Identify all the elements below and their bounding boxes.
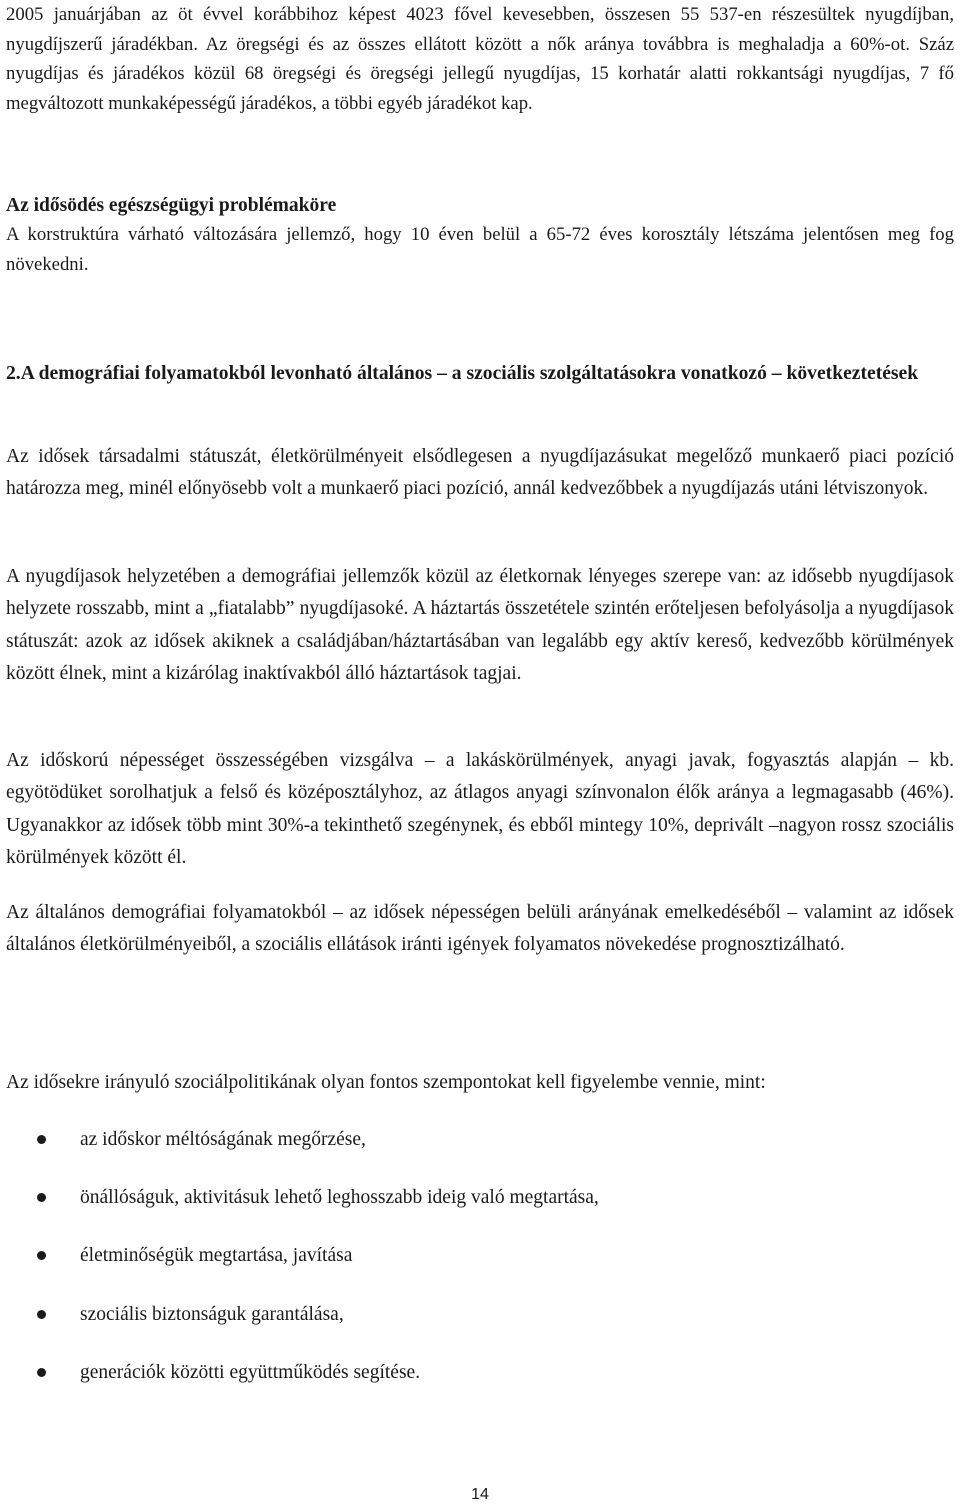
aging-section-heading: Az idősödés egészségügyi problémaköre <box>6 195 337 216</box>
list-item-text: az időskor méltóságának megőrzése, <box>80 1129 366 1150</box>
list-item-text: szociális biztonságuk garantálása, <box>80 1303 344 1325</box>
list-item-text: generációk közötti együttműködés segítése. <box>80 1361 421 1383</box>
demography-section-heading: 2.A demográfiai folyamatokból levonható általános – a szociális szolgáltatásokra vonatkozó – következtetések <box>6 363 919 384</box>
bullet-icon <box>37 1251 46 1260</box>
body-paragraph: A nyugdíjasok helyzetében a demográfiai jellemzők közül az életkornak lényeges szerepe van: az idősebb nyugdíjasok helyzete rosszabb, mint a „fiatalabb” nyugdíjasoké. A háztartás összetétele szintén erőteljesen befolyásolja a nyugdíjasok státuszát: azok az idősek akiknek a családjában/háztartásában van legalább egy aktív kereső, kedvezőbb körülmények között élnek, mint a kizárólag inaktívakból álló háztartások tagjai. <box>6 566 954 684</box>
list-item-text: önállóságuk, aktivitásuk lehető leghosszabb ideig való megtartása, <box>80 1187 599 1209</box>
list-item <box>0 1182 960 1240</box>
list-item <box>0 1357 960 1415</box>
body-paragraph: Az időskorú népességet összességében vizsgálva – a lakáskörülmények, anyagi javak, fogyasztás alapján – kb. egyötödüket sorolhatjuk a felső és középosztályhoz, az átlagos anyagi színvonalon élők aránya a legmagasabb (46%). Ugyanakkor az idősek több mint 30%-a tekinthető szegénynek, és ebből mintegy 10%, deprivált –nagyon rossz szociális körülmények között él. <box>6 750 954 868</box>
aging-section-body: A korstruktúra várható változására jellemző, hogy 10 éven belül a 65-72 éves korosztály létszáma jelentősen meg fog növekedni. <box>6 224 954 275</box>
body-paragraph: Az idősek társadalmi státuszát, életkörülményeit elsődlegesen a nyugdíjazásukat megelőző munkaerő piaci pozíció határozza meg, minél előnyösebb volt a munkaerő piaci pozíció, annál kedvezőbbek a nyugdíjazás utáni létviszonyok. <box>6 446 954 500</box>
intro-paragraph: 2005 januárjában az öt évvel korábbihoz képest 4023 fővel kevesebben, összesen 55 537-en részesültek nyugdíjban, nyugdíjszerű járadékban. Az öregségi és az összes ellátott között a nők aránya továbbra is meghaladja a 60%-ot. Száz nyugdíjas és járadékos közül 68 öregségi és öregségi jellegű nyugdíjas, 15 korhatár alatti rokkantsági nyugdíjas, 7 fő megváltozott munkaképességű járadékos, a többi egyéb járadékot kap. <box>6 4 954 114</box>
list-item-text: életminőségük megtartása, javítása <box>80 1245 353 1267</box>
bullet-icon <box>37 1193 46 1202</box>
list-item <box>0 1124 960 1182</box>
bullet-icon <box>37 1135 46 1144</box>
page-number: 14 <box>471 1486 489 1503</box>
policy-bullet-list <box>0 1124 960 1415</box>
body-paragraph: Az általános demográfiai folyamatokból – az idősek népességen belüli arányának emelkedéséből – valamint az idősek általános életkörülményeiből, a szociális ellátások iránti igények folyamatos növekedése prognosztizálható. <box>6 902 954 956</box>
bullet-icon <box>37 1310 46 1319</box>
list-intro: Az idősekre irányuló szociálpolitikának olyan fontos szempontokat kell figyelembe vennie, mint: <box>6 1072 766 1093</box>
bullet-icon <box>37 1368 46 1377</box>
list-item <box>0 1240 960 1298</box>
list-item <box>0 1299 960 1357</box>
